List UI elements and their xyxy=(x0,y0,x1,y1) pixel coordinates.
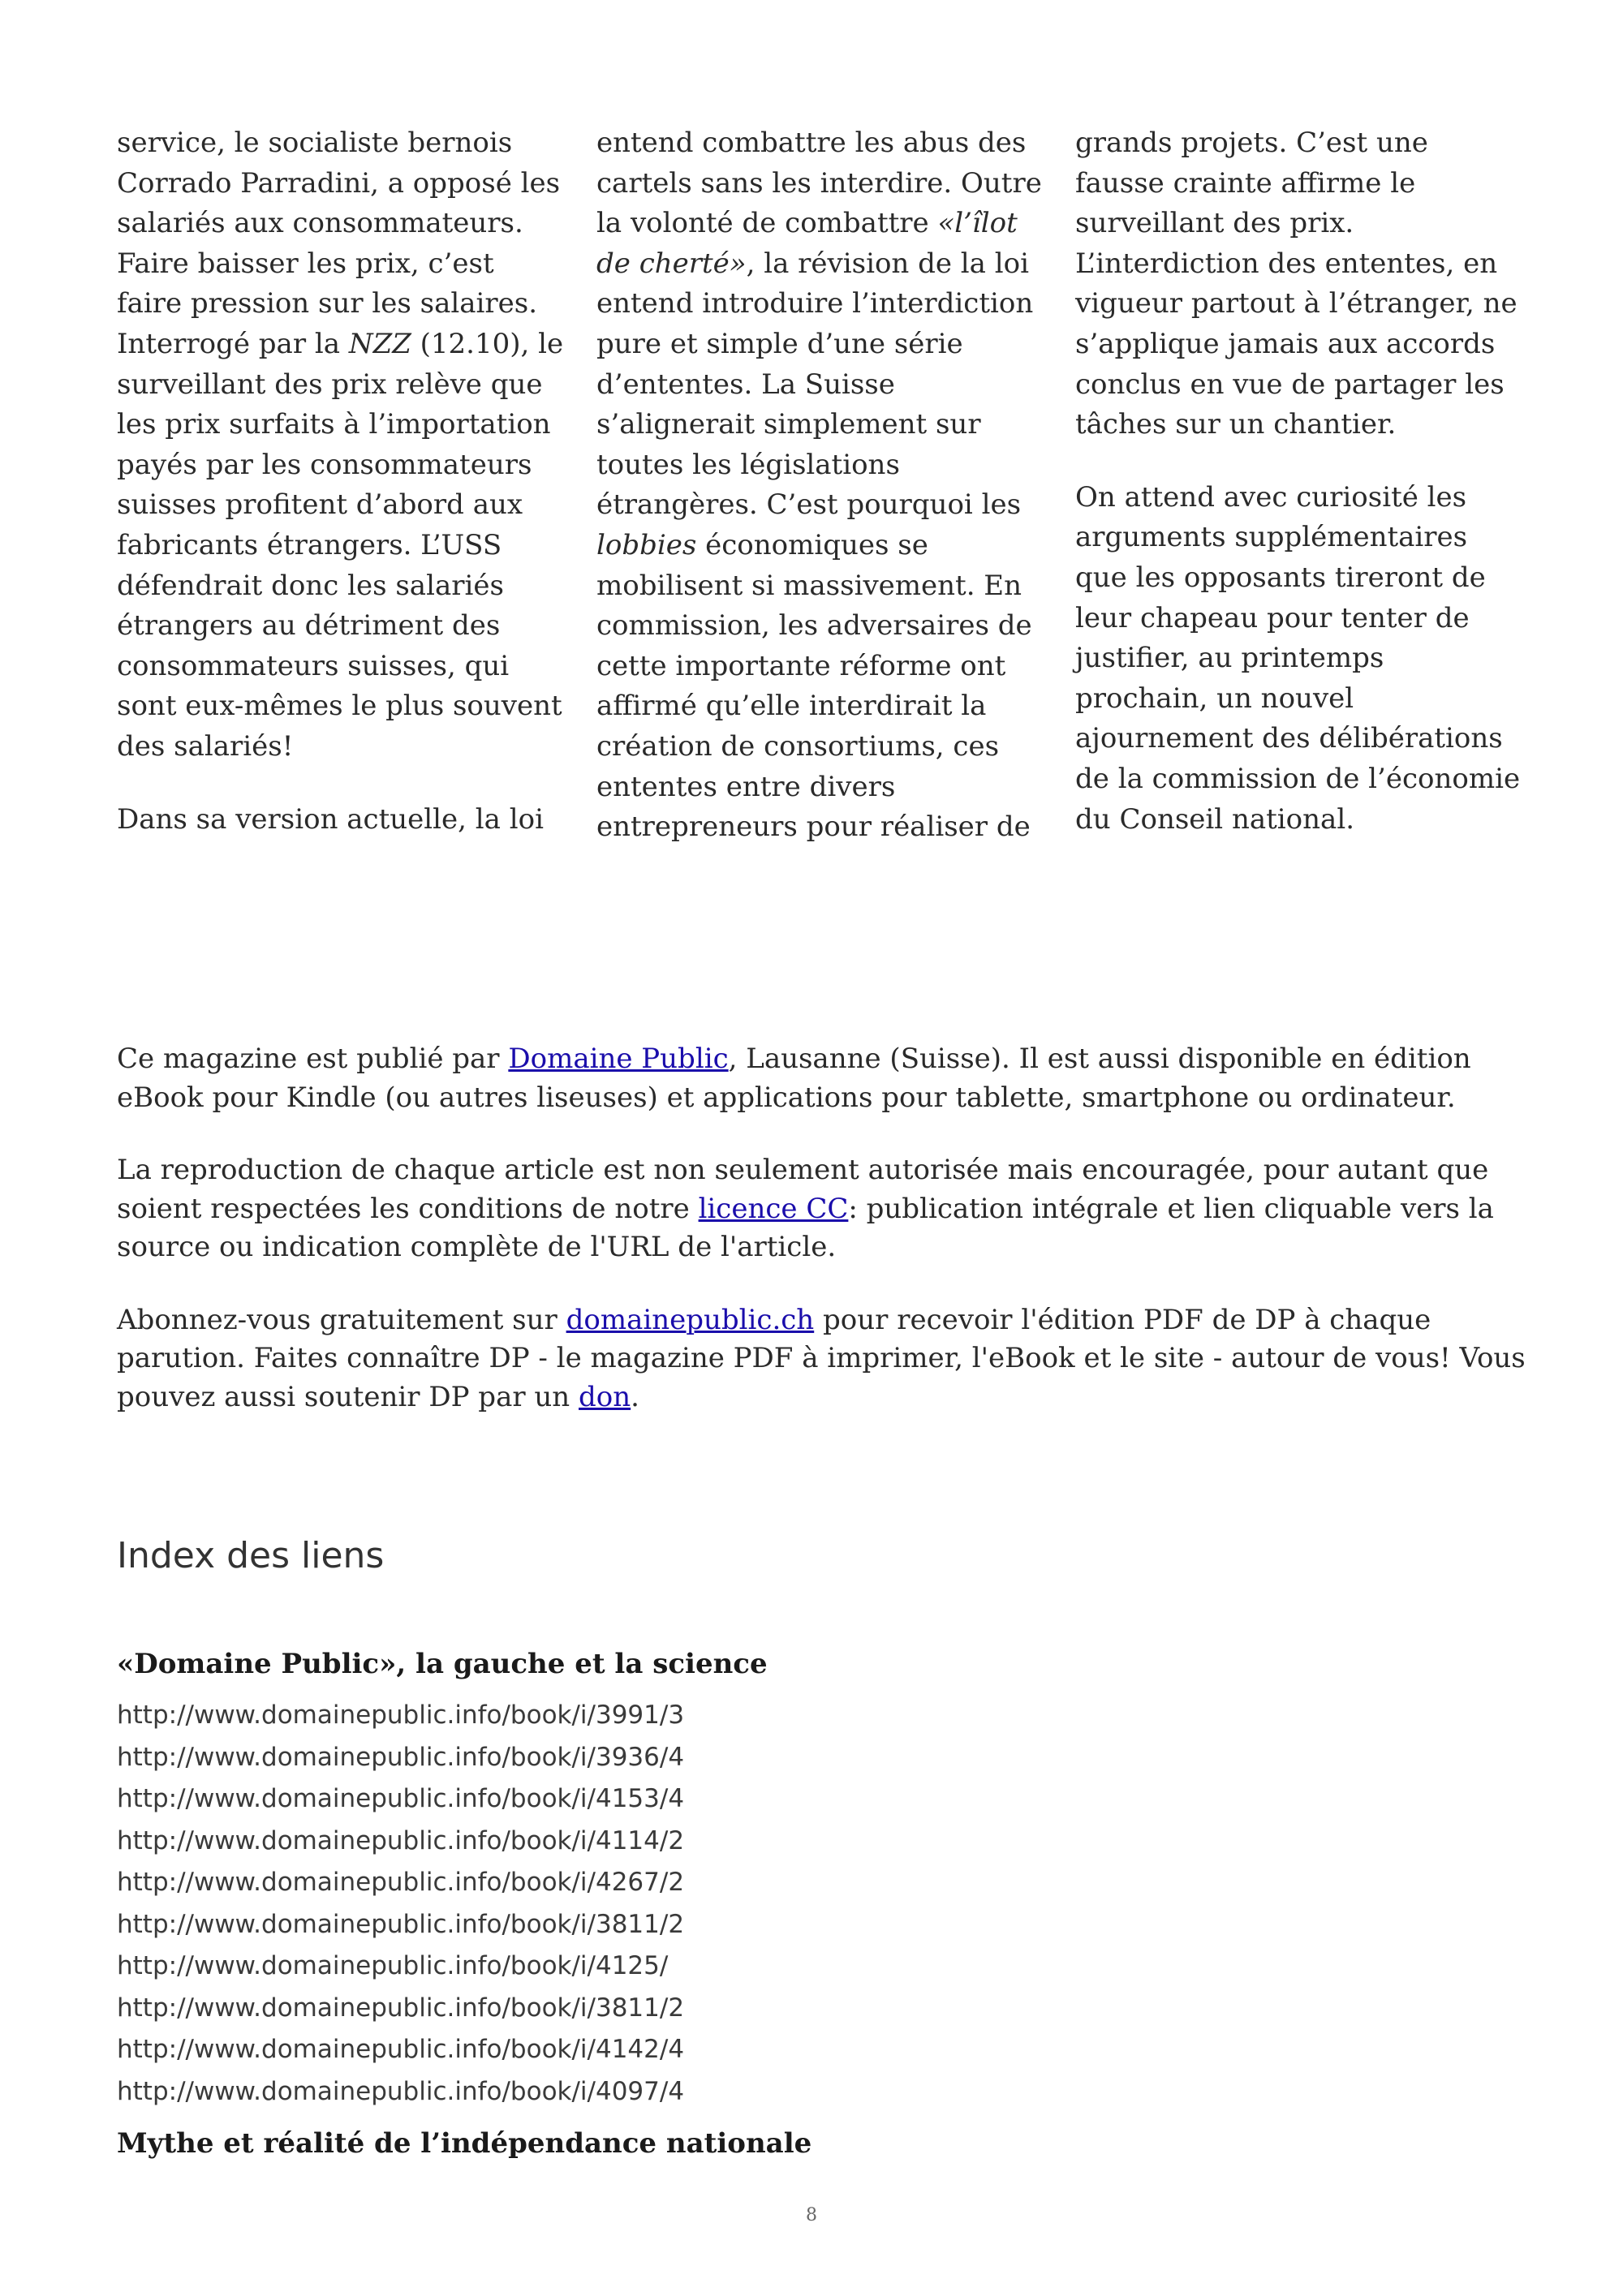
text-fragment: parution. Faites connaître DP - le magazine PDF à imprimer, l'eBook et le site - autour de vous! Vous xyxy=(117,1342,1526,1374)
text-line: grands projets. C’est une xyxy=(1075,127,1428,159)
text-line: fabricants étrangers. L’USS xyxy=(117,528,502,561)
text-line: défendrait donc les salariés xyxy=(117,569,504,602)
text-line: On attend avec curiosité les xyxy=(1075,480,1467,514)
quote-fragment: de cherté» xyxy=(596,247,747,280)
licence-cc-link[interactable]: licence CC xyxy=(698,1192,849,1225)
column-3 xyxy=(1075,123,1520,872)
text-line: de la commission de l’économie xyxy=(1075,762,1521,795)
publisher-footer xyxy=(117,1040,1529,1451)
newspaper-name: NZZ xyxy=(348,327,411,360)
text-line: d’ententes. La Suisse xyxy=(596,368,895,401)
index-link[interactable]: http://www.domainepublic.info/book/i/3991/3 xyxy=(117,1701,685,1730)
text-fragment: la volonté de combattre xyxy=(596,207,938,240)
text-line: entend introduire l’interdiction xyxy=(596,287,1034,320)
text-line xyxy=(596,244,1041,285)
text-fragment: La reproduction de chaque article est non seulement autorisée mais encouragée, pour autant que xyxy=(117,1154,1489,1186)
text-fragment: Interrogé par la xyxy=(117,327,349,360)
domainepublic-ch-link[interactable]: domainepublic.ch xyxy=(566,1303,815,1336)
text-line: cette importante réforme ont xyxy=(596,649,1006,682)
text-line: que les opposants tireront de xyxy=(1075,561,1486,594)
paragraph xyxy=(596,123,1041,848)
index-link[interactable]: http://www.domainepublic.info/book/i/4142/4 xyxy=(117,2035,685,2064)
text-line: vigueur partout à l’étranger, ne xyxy=(1075,287,1518,320)
text-line: étrangères. C’est pourquoi les xyxy=(596,488,1022,522)
text-line: fausse crainte affirme le xyxy=(1075,166,1416,200)
footer-paragraph-publication xyxy=(117,1040,1529,1117)
italic-word: lobbies xyxy=(596,528,697,561)
text-line: commission, les adversaires de xyxy=(596,609,1032,643)
text-line: service, le socialiste bernois xyxy=(117,127,513,159)
text-fragment: Ce magazine est publié par xyxy=(117,1043,509,1075)
text-line: payés par les consommateurs xyxy=(117,448,532,481)
text-fragment: source ou indication complète de l'URL de l'article. xyxy=(117,1231,837,1263)
text-line: L’interdiction des ententes, en xyxy=(1075,247,1498,280)
paragraph xyxy=(1075,478,1520,840)
text-line: faire pression sur les salaires. xyxy=(117,287,538,320)
text-fragment: économiques se xyxy=(696,528,928,561)
index-title: Index des liens xyxy=(117,1535,385,1576)
column-1 xyxy=(117,123,562,872)
text-line: consommateurs suisses, qui xyxy=(117,649,510,682)
index-link[interactable]: http://www.domainepublic.info/book/i/3811/2 xyxy=(117,1909,685,1939)
index-link[interactable]: http://www.domainepublic.info/book/i/4125/ xyxy=(117,1951,669,1980)
text-line xyxy=(117,325,562,365)
text-line: s’applique jamais aux accords xyxy=(1075,327,1496,360)
index-link[interactable]: http://www.domainepublic.info/book/i/4097/4 xyxy=(117,2076,685,2106)
text-line: des salariés! xyxy=(117,729,294,763)
text-line: tâches sur un chantier. xyxy=(1075,408,1397,441)
text-line: toutes les législations xyxy=(596,448,900,481)
text-fragment: : publication intégrale et lien cliquable vers la xyxy=(848,1192,1494,1225)
text-line: arguments supplémentaires xyxy=(1075,521,1468,554)
text-line: création de consortiums, ces xyxy=(596,729,1000,763)
text-fragment: pour recevoir l'édition PDF de DP à chaque xyxy=(814,1303,1431,1336)
text-fragment: , la révision de la loi xyxy=(746,247,1029,280)
text-line: s’alignerait simplement sur xyxy=(596,408,981,441)
paragraph xyxy=(117,800,562,841)
text-line: Faire baisser les prix, c’est xyxy=(117,247,494,280)
page-number: 8 xyxy=(806,2205,817,2225)
text-line: prochain, un nouvel xyxy=(1075,681,1354,715)
text-line: salariés aux consommateurs. xyxy=(117,207,523,240)
text-line: entrepreneurs pour réaliser de xyxy=(596,810,1031,844)
index-link[interactable]: http://www.domainepublic.info/book/i/4267/2 xyxy=(117,1868,685,1897)
index-link[interactable]: http://www.domainepublic.info/book/i/4114/2 xyxy=(117,1825,685,1855)
text-line: surveillant des prix relève que xyxy=(117,368,543,401)
text-line: surveillant des prix. xyxy=(1075,207,1354,240)
text-fragment: pouvez aussi soutenir DP par un xyxy=(117,1380,579,1413)
index-link-list xyxy=(117,1695,684,2113)
index-link[interactable]: http://www.domainepublic.info/book/i/3811/2 xyxy=(117,1993,685,2023)
index-link[interactable]: http://www.domainepublic.info/book/i/3936/4 xyxy=(117,1742,685,1772)
text-line: suisses profitent d’abord aux xyxy=(117,488,523,522)
text-line: leur chapeau pour tenter de xyxy=(1075,601,1470,634)
text-line: affirmé qu’elle interdirait la xyxy=(596,690,987,723)
text-line xyxy=(596,204,1041,244)
text-line: étrangers au détriment des xyxy=(117,609,501,643)
text-line: les prix surfaits à l’importation xyxy=(117,408,551,441)
text-line: ajournement des délibérations xyxy=(1075,722,1503,755)
text-fragment: (12.10), le xyxy=(411,327,564,360)
text-line: pure et simple d’une série xyxy=(596,327,963,360)
paragraph xyxy=(117,123,562,767)
column-2 xyxy=(596,123,1041,880)
text-line: ententes entre divers xyxy=(596,770,896,803)
text-fragment: . xyxy=(631,1380,639,1413)
text-fragment: Abonnez-vous gratuitement sur xyxy=(117,1303,566,1336)
text-line: entend combattre les abus des xyxy=(596,127,1027,159)
text-line: Corrado Parradini, a opposé les xyxy=(117,166,561,200)
text-line: mobilisent si massivement. En xyxy=(596,569,1022,602)
text-line xyxy=(596,526,1041,566)
text-line: justifier, au printemps xyxy=(1075,642,1384,675)
don-link[interactable]: don xyxy=(579,1380,631,1413)
text-fragment: eBook pour Kindle (ou autres liseuses) et applications pour tablette, smartphone ou ordinateur. xyxy=(117,1081,1456,1114)
text-line: conclus en vue de partager les xyxy=(1075,368,1505,401)
text-line: sont eux-mêmes le plus souvent xyxy=(117,690,562,723)
text-fragment: , Lausanne (Suisse). Il est aussi disponible en édition xyxy=(728,1043,1471,1075)
footer-paragraph-subscribe xyxy=(117,1301,1529,1417)
text-fragment: soient respectées les conditions de notre xyxy=(117,1192,699,1225)
text-line: cartels sans les interdire. Outre xyxy=(596,166,1042,200)
paragraph xyxy=(1075,123,1520,445)
text-line: du Conseil national. xyxy=(1075,802,1355,836)
index-link[interactable]: http://www.domainepublic.info/book/i/4153/4 xyxy=(117,1784,685,1813)
text-line: Dans sa version actuelle, la loi xyxy=(117,802,544,836)
footer-paragraph-license xyxy=(117,1151,1529,1267)
domaine-public-link[interactable]: Domaine Public xyxy=(508,1043,729,1075)
index-group-title: Mythe et réalité de l’indépendance nationale xyxy=(117,2127,812,2160)
quote-fragment: «l’îlot xyxy=(937,207,1018,240)
index-group-title: «Domaine Public», la gauche et la science xyxy=(117,1648,768,1680)
